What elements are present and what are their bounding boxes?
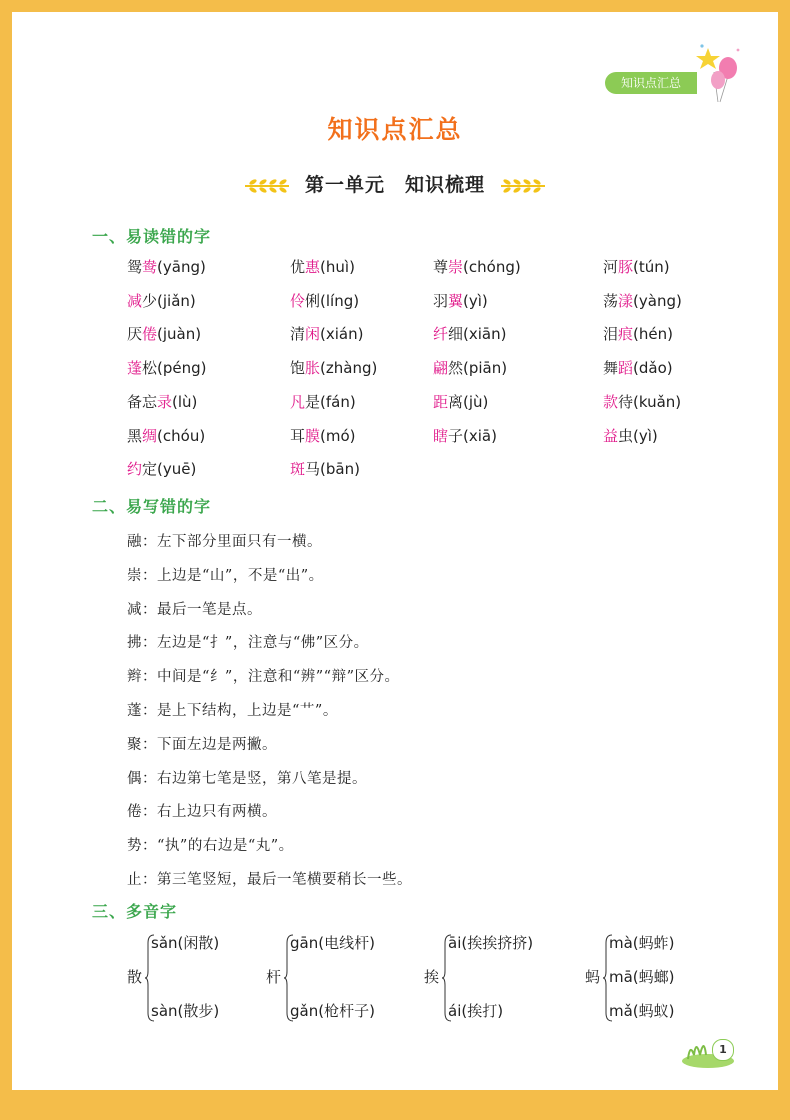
vocab-item xyxy=(603,391,681,412)
vocab-post: (yāng) xyxy=(157,258,206,276)
vocab-pre: 尊 xyxy=(433,258,449,276)
note-item: 止：第三笔竖短，最后一笔横要稍长一些。 xyxy=(127,872,412,888)
vocab-item xyxy=(127,458,196,479)
vocab-hl: 痕 xyxy=(618,325,634,344)
vocab-hl: 斑 xyxy=(290,460,306,479)
vocab-post: (huì) xyxy=(320,258,355,276)
vocab-post: (hén) xyxy=(633,325,673,344)
vocab-pre: 河 xyxy=(603,258,619,276)
vocab-post: 少(jiǎn) xyxy=(142,291,196,310)
vocab-pre: 荡 xyxy=(603,291,619,310)
polyphone-reading: ái(挨打) xyxy=(448,1002,504,1020)
vocab-pre: 备忘 xyxy=(127,392,158,411)
vocab-hl: 凡 xyxy=(290,392,306,411)
vocab-hl: 翼 xyxy=(448,291,464,310)
unit-title: 第一单元 知识梳理 xyxy=(304,174,485,196)
vocab-hl: 减 xyxy=(127,291,143,310)
vocab-pre: 羽 xyxy=(433,291,449,310)
wheat-right-icon xyxy=(499,178,547,194)
vocab-hl: 瞎 xyxy=(433,426,449,445)
vocab-item xyxy=(127,256,206,277)
vocab-item xyxy=(290,323,363,344)
polyphone-reading: mà(蚂蚱) xyxy=(609,934,675,952)
vocab-item xyxy=(127,425,205,446)
note-item: 蓬：是上下结构，上边是“艹”。 xyxy=(127,703,338,719)
note-item: 聚：下面左边是两撇。 xyxy=(127,736,277,753)
vocab-item xyxy=(603,323,673,344)
vocab-item xyxy=(603,290,682,311)
vocab-post: 定(yuē) xyxy=(142,460,197,479)
vocab-hl: 倦 xyxy=(142,325,158,344)
vocab-pre: 饱 xyxy=(290,359,306,378)
vocab-post: 俐(líng) xyxy=(305,291,360,310)
vocab-post: (lù) xyxy=(172,392,198,411)
vocab-hl: 距 xyxy=(433,392,449,411)
vocab-item xyxy=(290,458,360,479)
note-item: 崇：上边是“山”，不是“出”。 xyxy=(127,567,324,584)
vocab-post: 细(xiān) xyxy=(448,325,507,344)
vocab-item xyxy=(603,256,670,277)
vocab-hl: 闲 xyxy=(305,325,321,344)
vocab-pre: 鸳 xyxy=(127,258,143,276)
vocab-pre: 舞 xyxy=(603,359,619,378)
polyphone-reading: sàn(散步) xyxy=(151,1002,220,1020)
note-item: 融：左下部分里面只有一横。 xyxy=(127,534,322,550)
vocab-item xyxy=(290,290,359,311)
balloons-icon xyxy=(694,42,744,106)
vocab-post: 虫(yì) xyxy=(618,426,658,445)
vocab-hl: 惠 xyxy=(305,258,321,276)
vocab-pre: 耳 xyxy=(290,426,306,445)
vocab-post: (chóng) xyxy=(463,258,521,276)
vocab-hl: 鸯 xyxy=(142,258,158,276)
corner-tag: 知识点汇总 xyxy=(605,72,697,94)
vocab-item xyxy=(127,290,196,311)
vocab-item xyxy=(433,290,488,311)
section-heading-miswrite: 二、易写错的字 xyxy=(92,497,212,516)
vocab-item xyxy=(127,391,197,412)
vocab-post: (zhàng) xyxy=(320,359,378,378)
vocab-item xyxy=(433,425,497,446)
note-item: 倦：右上边只有两横。 xyxy=(127,804,277,821)
vocab-post: 子(xiā) xyxy=(448,426,497,445)
polyphone-char: 散 xyxy=(127,968,143,986)
vocab-item xyxy=(433,323,506,344)
vocab-post: (tún) xyxy=(633,258,670,276)
vocab-item xyxy=(433,357,507,378)
vocab-item xyxy=(290,256,355,277)
vocab-item xyxy=(290,357,377,378)
vocab-pre: 清 xyxy=(290,325,306,344)
vocab-hl: 绸 xyxy=(142,426,158,445)
page-title: 知识点汇总 xyxy=(327,115,463,144)
vocab-post: (chóu) xyxy=(157,426,206,445)
vocab-hl: 蹈 xyxy=(618,359,634,378)
vocab-item xyxy=(603,357,673,378)
vocab-item xyxy=(433,256,521,277)
note-item: 辫：中间是“纟”，注意和“辨”“辩”区分。 xyxy=(127,669,400,686)
vocab-post: (juàn) xyxy=(157,325,202,344)
vocab-post: 是(fán) xyxy=(305,392,356,411)
vocab-item xyxy=(127,357,207,378)
note-item: 势：“执”的右边是“丸”。 xyxy=(127,838,294,855)
vocab-hl: 豚 xyxy=(618,258,634,276)
vocab-post: 待(kuǎn) xyxy=(618,392,682,411)
polyphone-char: 蚂 xyxy=(585,968,601,986)
vocab-hl: 翩 xyxy=(433,359,449,378)
vocab-item xyxy=(290,391,356,412)
vocab-post: (dǎo) xyxy=(633,359,673,378)
page-number: 1 xyxy=(712,1039,734,1061)
polyphone-reading: sǎn(闲散) xyxy=(151,934,220,952)
polyphone-char: 杆 xyxy=(266,968,282,986)
vocab-hl: 约 xyxy=(127,460,143,479)
polyphone-reading: mǎ(蚂蚁) xyxy=(609,1002,675,1020)
vocab-hl: 胀 xyxy=(305,359,321,378)
vocab-hl: 款 xyxy=(603,392,619,411)
note-item: 偶：右边第七笔是竖，第八笔是提。 xyxy=(127,770,367,787)
vocab-pre: 黑 xyxy=(127,426,143,445)
wheat-left-icon xyxy=(243,178,291,194)
vocab-item xyxy=(290,425,356,446)
vocab-post: (yì) xyxy=(463,291,488,310)
vocab-hl: 崇 xyxy=(448,258,464,276)
vocab-pre: 优 xyxy=(290,258,306,276)
vocab-post: (yàng) xyxy=(633,291,682,310)
vocab-hl: 益 xyxy=(603,426,619,445)
unit-heading xyxy=(0,170,790,197)
vocab-post: 然(piān) xyxy=(448,359,508,378)
polyphone-reading: mā(蚂螂) xyxy=(609,968,675,986)
vocab-post: 马(bān) xyxy=(305,460,360,479)
vocab-hl: 纤 xyxy=(433,325,449,344)
polyphone-reading: āi(挨挨挤挤) xyxy=(448,934,534,952)
vocab-pre: 泪 xyxy=(603,325,619,344)
section-heading-polyphone: 三、多音字 xyxy=(92,902,178,921)
vocab-post: 松(péng) xyxy=(142,359,207,378)
vocab-hl: 膜 xyxy=(305,426,321,445)
note-item: 拂：左边是“扌”，注意与“佛”区分。 xyxy=(127,635,369,652)
vocab-post: 离(jù) xyxy=(448,392,489,411)
section-heading-misread: 一、易读错的字 xyxy=(92,227,212,246)
note-item: 减：最后一笔是点。 xyxy=(127,601,262,618)
vocab-post: (xián) xyxy=(320,325,364,344)
vocab-hl: 伶 xyxy=(290,291,306,310)
vocab-hl: 漾 xyxy=(618,291,634,310)
vocab-hl: 录 xyxy=(157,392,173,411)
vocab-post: (mó) xyxy=(320,426,356,445)
polyphone-char: 挨 xyxy=(424,968,440,986)
vocab-item xyxy=(603,425,658,446)
page-number-decoration xyxy=(680,1025,740,1069)
vocab-item xyxy=(433,391,488,412)
polyphone-reading: gān(电线杆) xyxy=(290,934,375,952)
vocab-item xyxy=(127,323,201,344)
vocab-hl: 蓬 xyxy=(127,359,143,378)
vocab-pre: 厌 xyxy=(127,325,143,344)
polyphone-reading: gǎn(枪杆子) xyxy=(290,1002,375,1020)
